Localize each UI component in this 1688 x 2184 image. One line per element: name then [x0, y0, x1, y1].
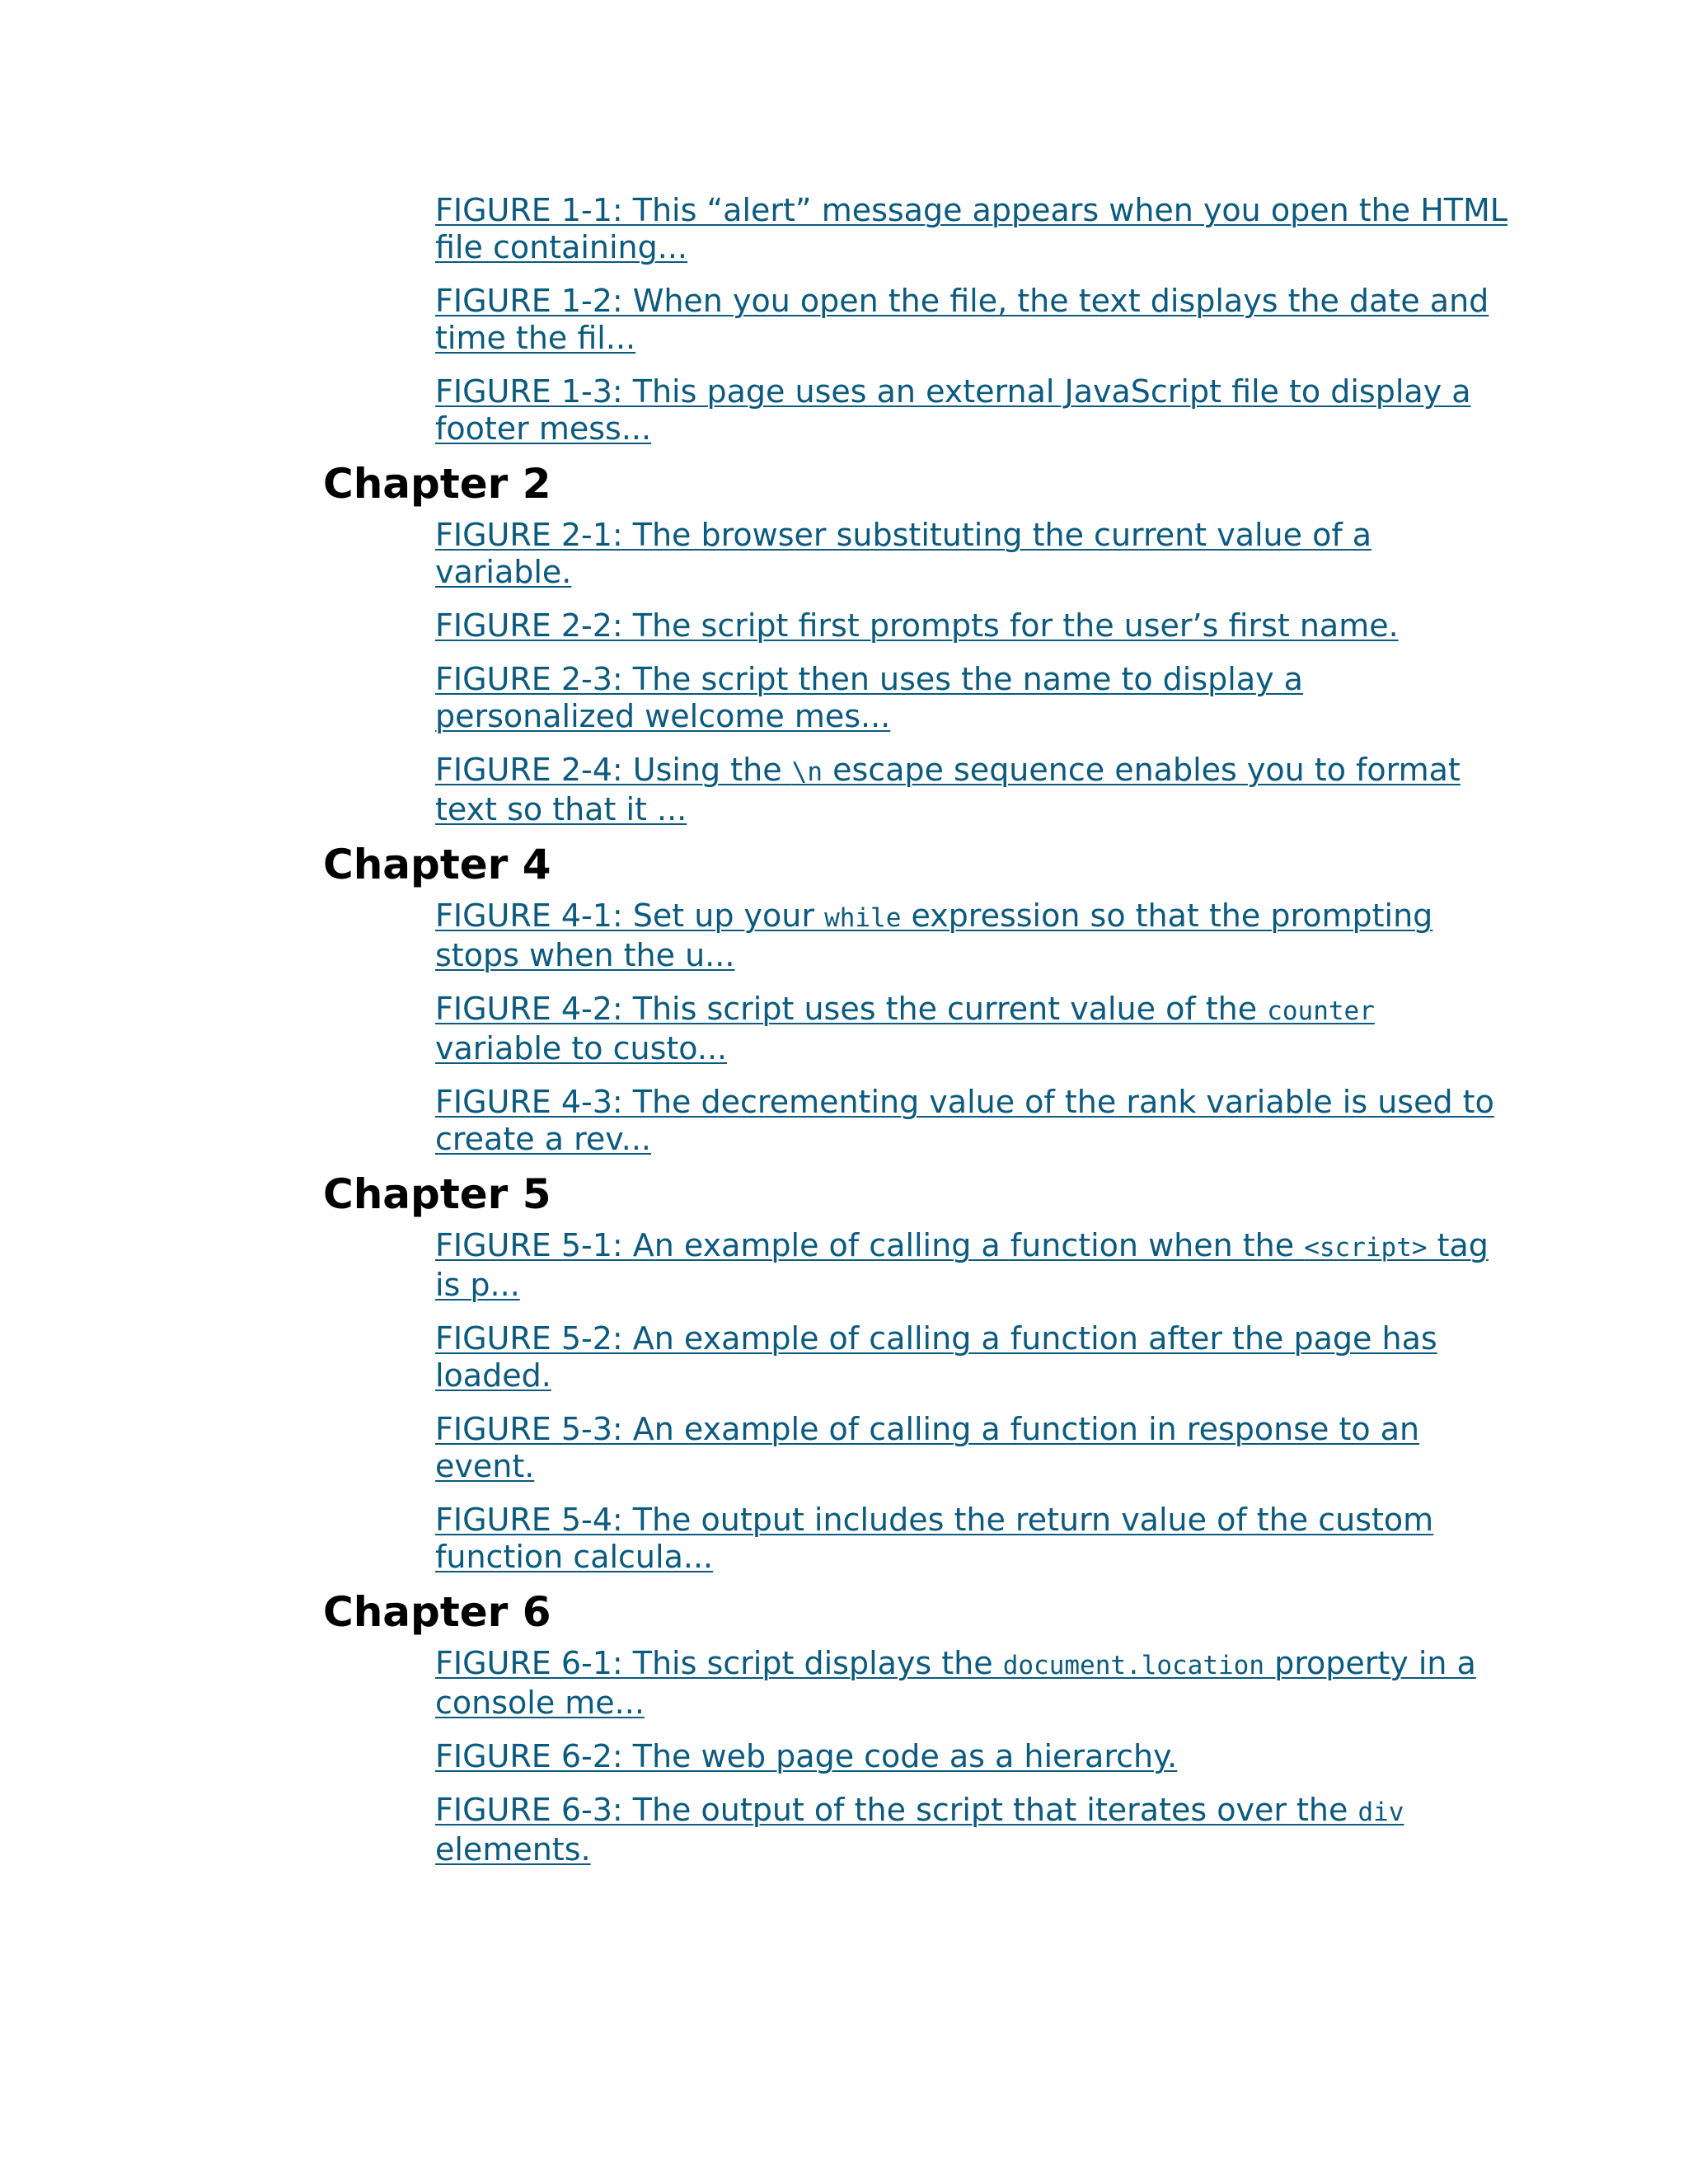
chapter-heading: Chapter 2	[323, 460, 551, 508]
chapter-section	[323, 840, 1510, 1158]
chapter-section	[323, 459, 1510, 828]
list-item	[435, 1084, 1510, 1158]
figure-link[interactable]	[435, 517, 1510, 591]
figure-link-text: FIGURE 5-1: An example of calling a function when the	[435, 1227, 1305, 1263]
list-item	[435, 192, 1510, 266]
figure-link[interactable]	[435, 1738, 1510, 1775]
list-item	[435, 661, 1510, 735]
figure-list	[323, 517, 1510, 828]
list-item	[435, 1738, 1510, 1775]
figure-link-text: FIGURE 6-1: This script displays the	[435, 1645, 1003, 1681]
inline-code: div	[1357, 1797, 1404, 1827]
figure-link-text: FIGURE 6-3: The output of the script that iterates over the	[435, 1792, 1358, 1828]
figure-link[interactable]	[435, 991, 1510, 1067]
figure-link-text: FIGURE 5-4: The output includes the return value of the custom function calcula...	[435, 1502, 1434, 1575]
figure-link-text: FIGURE 2-3: The script then uses the name to display a personalized welcome mes...	[435, 661, 1303, 734]
figure-list	[323, 1645, 1510, 1868]
inline-code: while	[824, 903, 902, 933]
figure-link-text: FIGURE 6-2: The web page code as a hierarchy.	[435, 1738, 1178, 1774]
figure-link-text: FIGURE 4-2: This script uses the current value of the	[435, 991, 1268, 1027]
list-item	[435, 1227, 1510, 1304]
chapter-section	[323, 1169, 1510, 1576]
figure-list	[323, 1227, 1510, 1576]
figure-link-text: elements.	[435, 1831, 591, 1868]
chapter-heading: Chapter 4	[323, 841, 551, 888]
inline-code: <script>	[1304, 1233, 1428, 1263]
chapter-heading: Chapter 5	[323, 1170, 551, 1218]
figure-link[interactable]	[435, 1084, 1510, 1158]
figure-link-text: FIGURE 2-1: The browser substituting the current value of a variable.	[435, 517, 1372, 590]
figure-link[interactable]	[435, 373, 1510, 448]
figure-link[interactable]	[435, 1792, 1510, 1868]
figure-link[interactable]	[435, 661, 1510, 735]
chapter-heading: Chapter 6	[323, 1588, 551, 1636]
figure-link-text: variable to custo...	[435, 1030, 728, 1066]
figure-list	[323, 192, 1510, 448]
figure-link-text: FIGURE 1-3: This page uses an external JavaScript file to display a footer mess...	[435, 373, 1471, 447]
figure-list-of-contents	[323, 192, 1510, 1885]
list-item	[435, 607, 1510, 644]
list-item	[435, 283, 1510, 357]
figure-link[interactable]	[435, 607, 1510, 644]
inline-code: document.location	[1002, 1651, 1264, 1680]
chapter-section	[323, 192, 1510, 448]
figure-link-text: FIGURE 2-2: The script first prompts for the user’s first name.	[435, 607, 1399, 644]
figure-link-text: FIGURE 1-1: This “alert” message appears when you open the HTML file containing...	[435, 192, 1507, 265]
figure-link-text: property in a console me...	[435, 1645, 1476, 1721]
figure-link-text: FIGURE 4-3: The decrementing value of the rank variable is used to create a rev...	[435, 1084, 1494, 1157]
list-item	[435, 752, 1510, 828]
figure-link[interactable]	[435, 1411, 1510, 1485]
figure-link-text: FIGURE 5-3: An example of calling a function in response to an event.	[435, 1411, 1420, 1484]
figure-link-text: escape sequence enables you to format text so that it ...	[435, 752, 1461, 827]
list-item	[435, 1502, 1510, 1576]
figure-link[interactable]	[435, 192, 1510, 266]
list-item	[435, 517, 1510, 591]
chapter-section	[323, 1587, 1510, 1868]
list-item	[435, 1645, 1510, 1722]
figure-link[interactable]	[435, 1645, 1510, 1722]
list-item	[435, 373, 1510, 448]
figure-link[interactable]	[435, 283, 1510, 357]
figure-link-text: tag is p...	[435, 1227, 1489, 1303]
figure-link[interactable]	[435, 1227, 1510, 1304]
list-item	[435, 1320, 1510, 1394]
inline-code: \n	[791, 757, 823, 787]
inline-code: counter	[1267, 996, 1375, 1026]
figure-link-text: FIGURE 4-1: Set up your	[435, 898, 825, 934]
list-item	[435, 1792, 1510, 1868]
list-item	[435, 898, 1510, 974]
figure-link[interactable]	[435, 898, 1510, 974]
figure-link[interactable]	[435, 1502, 1510, 1576]
figure-list	[323, 898, 1510, 1158]
figure-link-text: FIGURE 5-2: An example of calling a function after the page has loaded.	[435, 1320, 1437, 1394]
figure-link-text: FIGURE 1-2: When you open the file, the text displays the date and time the fil...	[435, 283, 1489, 356]
figure-link-text: expression so that the prompting stops when the u...	[435, 898, 1433, 973]
list-item	[435, 991, 1510, 1067]
list-item	[435, 1411, 1510, 1485]
figure-link[interactable]	[435, 1320, 1510, 1394]
figure-link-text: FIGURE 2-4: Using the	[435, 752, 792, 788]
figure-link[interactable]	[435, 752, 1510, 828]
